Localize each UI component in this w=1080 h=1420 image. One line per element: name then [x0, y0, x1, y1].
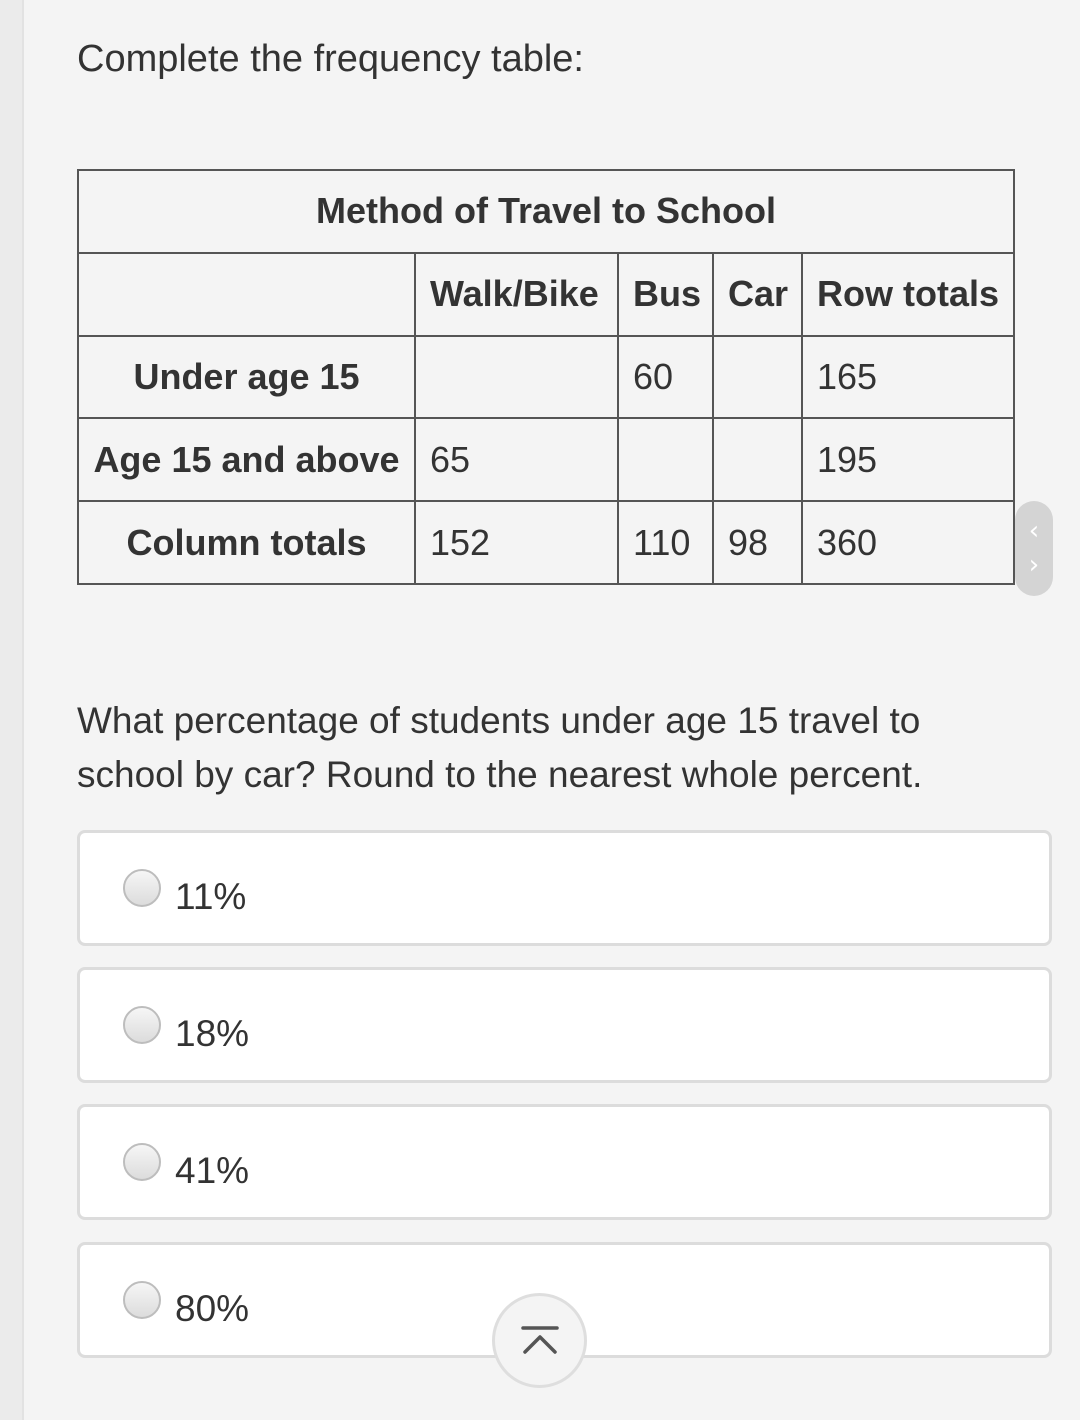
header-bus: Bus — [618, 253, 713, 336]
radio-button[interactable] — [123, 1281, 161, 1319]
table-title: Method of Travel to School — [78, 170, 1014, 253]
header-corner-cell — [78, 253, 415, 336]
option-label: 11% — [175, 876, 247, 917]
chevron-down-icon[interactable]: › — [1028, 550, 1040, 580]
prompt-text: Complete the frequency table: — [77, 38, 584, 80]
cell-total-walk-bike: 152 — [415, 501, 618, 584]
answer-option-1[interactable] — [77, 830, 1052, 946]
cell-total-grand: 360 — [802, 501, 1014, 584]
frequency-table — [77, 169, 1015, 585]
cell-under-15-row-total: 165 — [802, 336, 1014, 419]
row-label-under-15: Under age 15 — [78, 336, 415, 419]
chevron-up-icon[interactable]: ‹ — [1028, 516, 1040, 546]
cell-15-above-walk-bike: 65 — [415, 418, 618, 501]
table-row — [78, 418, 1014, 501]
answer-option-3[interactable] — [77, 1104, 1052, 1220]
row-label-15-and-above: Age 15 and above — [78, 418, 415, 501]
row-label-column-totals: Column totals — [78, 501, 415, 584]
cell-15-above-bus — [618, 418, 713, 501]
cell-under-15-walk-bike — [415, 336, 618, 419]
table-row — [78, 501, 1014, 584]
table-row — [78, 336, 1014, 419]
arrow-up-to-line-icon — [519, 1322, 561, 1358]
cell-15-above-car — [713, 418, 802, 501]
answer-option-2[interactable] — [77, 967, 1052, 1083]
cell-15-above-row-total: 195 — [802, 418, 1014, 501]
table-scroll-control[interactable] — [1015, 501, 1053, 596]
option-label: 80% — [175, 1288, 250, 1329]
header-walk-bike: Walk/Bike — [415, 253, 618, 336]
cell-total-bus: 110 — [618, 501, 713, 584]
radio-button[interactable] — [123, 1143, 161, 1181]
table-header-row — [78, 253, 1014, 336]
question-text: What percentage of students under age 15 travel to school by car? Round to the nearest whole percent. — [77, 700, 923, 795]
table-title-row — [78, 170, 1014, 253]
header-row-totals: Row totals — [802, 253, 1014, 336]
option-label: 18% — [175, 1013, 250, 1054]
option-label: 41% — [175, 1150, 250, 1191]
header-car: Car — [713, 253, 802, 336]
cell-total-car: 98 — [713, 501, 802, 584]
radio-button[interactable] — [123, 1006, 161, 1044]
left-rail — [0, 0, 24, 1420]
radio-button[interactable] — [123, 869, 161, 907]
cell-under-15-bus: 60 — [618, 336, 713, 419]
back-to-top-button[interactable] — [492, 1293, 587, 1388]
cell-under-15-car — [713, 336, 802, 419]
